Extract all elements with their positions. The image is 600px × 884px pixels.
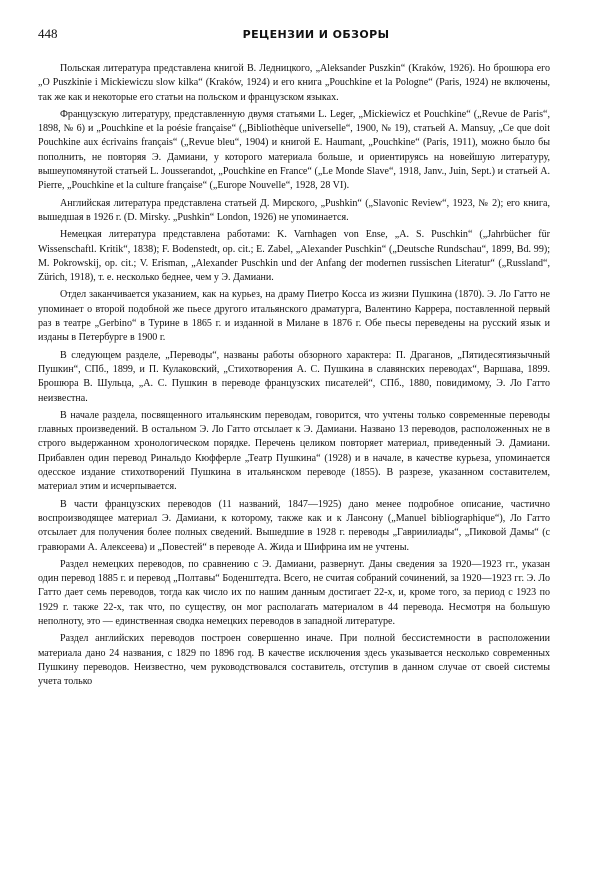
- paragraph-french-literature: Французскую литературу, представленную двумя статьями L. Leger, „Mickiewicz et Pouchkine“ („Revue de Paris“, 1898, № 6) и „Pouchkine et la poésie française“ („Bibliothèque universelle“, 1900, № 19), статьей A. Mansuy, „Ce que doit Pouchkine aux écrivains français“ („Revue bleu“, 1904) и книгой E. Haumant, „Pouchkine“ (Paris, 1911), можно было бы пополнить, не повторяя Э. Дамиани, у которого материала больше, и ориентируясь на новейшую литературу, вышеупомянутой статьей L. Jousserandot, „Pouchkine en France“ („Le Monde Slave“, 1918, Janv., Juin, Sept.) и статьей A. Pierre, „Pouchkine et la culture française“ („Europe Nouvelle“, 1928, 28 VI).: [38, 108, 550, 192]
- paragraph-french-translations: В части французских переводов (11 названий, 1847—1925) дано менее подробное описание, частично воспроизводящее материал Э. Дамиани, к которому, также как и к Лансону („Manuel bibliographique“), Ло Гатто отсылает для получения более полных сведений. Вышедшие в 1928 г. переводы „Гавриилиады“, „Пиковой Дамы“ (с гравюрами А. Алексеева) и „Повестей“ в переводе А. Жида и Шифрина им не учтены.: [38, 498, 550, 553]
- running-title: РЕЦЕНЗИИ И ОБЗОРЫ: [242, 28, 390, 41]
- paragraph-section-end: Отдел заканчивается указанием, как на курьез, на драму Пиетро Косса из жизни Пушкина (1870). Э. Ло Гатто не упоминает о второй подобной же пьесе другого итальянского драматурга, Валентино Каррера, поставленной первый раз в театре „Gerbino“ в Турине в 1865 г. и изданной в Милане в 1876 г. Обе пьесы переведены на русский язык и изданы в Петербурге в 1900 г.: [38, 289, 550, 344]
- page-header: [38, 26, 550, 48]
- paragraph-english-literature: Английская литература представлена статьей Д. Мирского, „Pushkin“ („Slavonic Review“, 1923, № 2); его книга, вышедшая в 1926 г. (D. Mirsky. „Pushkin“ London, 1926) не упоминается.: [38, 197, 550, 223]
- page-number: 448: [38, 26, 58, 41]
- body-text: [38, 62, 550, 689]
- paragraph-translations-section: В следующем разделе, „Переводы“, названы работы обзорного характера: П. Драганов, „Пятидесятиязычный Пушкин“, СПб., 1899, и П. Кулаковский, „Стихотворения А. С. Пушкина в славянских переводах“, Варшава, 1899. Брошюра В. Шульца, „А. С. Пушкин в переводе французских писателей“, СПб., 1880, повидимому, Э. Ло Гатто неизвестна.: [38, 349, 550, 404]
- paragraph-italian-translations: В начале раздела, посвященного итальянским переводам, говорится, что учтены только современные переводы главных произведений. В остальном Э. Ло Гатто отсылает к Э. Дамиани. Названо 13 переводов, расположенных не в строго выдержанном хронологическом порядке. Перечень целиком повторяет материал, приведенный Э. Дамиани. Прибавлен один перевод Ринальдо Кюфферле „Театр Пушкина“ (1928) и в начале, в качестве курьеза, упоминается одесское издание стихотворений Пушкина в итальянском переводе (1855). В разрезе, указанном составителем, материал этим и исчерпывается.: [38, 409, 550, 493]
- paragraph-english-translations: Раздел английских переводов построен совершенно иначе. При полной бессистемности в расположении материала дано 24 названия, с 1829 по 1896 год. В качестве исключения здесь указывается несколько современных Пушкину переводов. Неизвестно, чем руководствовался составитель, отступив в данном случае от своей системы учета только: [38, 633, 550, 688]
- paragraph-polish-literature: Польская литература представлена книгой В. Ледницкого, „Aleksander Puszkin“ (Kraków, 1926). Но брошюра его „O Puszkinie i Mickiewiczu slow kilka“ (Kraków, 1924) и его книга „Pouchkine et la Pologne“ (Paris, 1924) не включены, так же как и некоторые его статьи на польском и французском языках.: [38, 63, 550, 103]
- paragraph-german-literature: Немецкая литература представлена работами: K. Varnhagen von Ense, „A. S. Puschkin“ („Jahrbücher für Wissenschaftl. Kritik“, 1838); F. Bodenstedt, op. cit.; E. Zabel, „Alexander Puschkin“ („Deutsche Rundschau“, 1899, Bd. 99); M. Pokrowskij, op. cit.; V. Erisman, „Alexander Puschkin und der Anfang der modernen russischen Literatur“ („Russland“, Zürich, 1918), т. е. несколько беднее, чем у Э. Дамиани.: [38, 229, 550, 284]
- paragraph-german-translations: Раздел немецких переводов, по сравнению с Э. Дамиани, развернут. Даны сведения за 1920—1923 гг., указан один перевод 1885 г. и перевод „Полтавы“ Боденштедта. Всего, не считая собраний сочинений, за 1920—1923 гг. Э. Ло Гатто дает семь переводов, тогда как число их по нашим данным достигает 22-х, и, кроме того, за период с 1923 по 1929 г. также 22-х, так что, по существу, он мог располагать материалом в 44 перевода. Несмотря на большую неполноту, это — единственная сводка немецких переводов в западной литературе.: [38, 558, 550, 627]
